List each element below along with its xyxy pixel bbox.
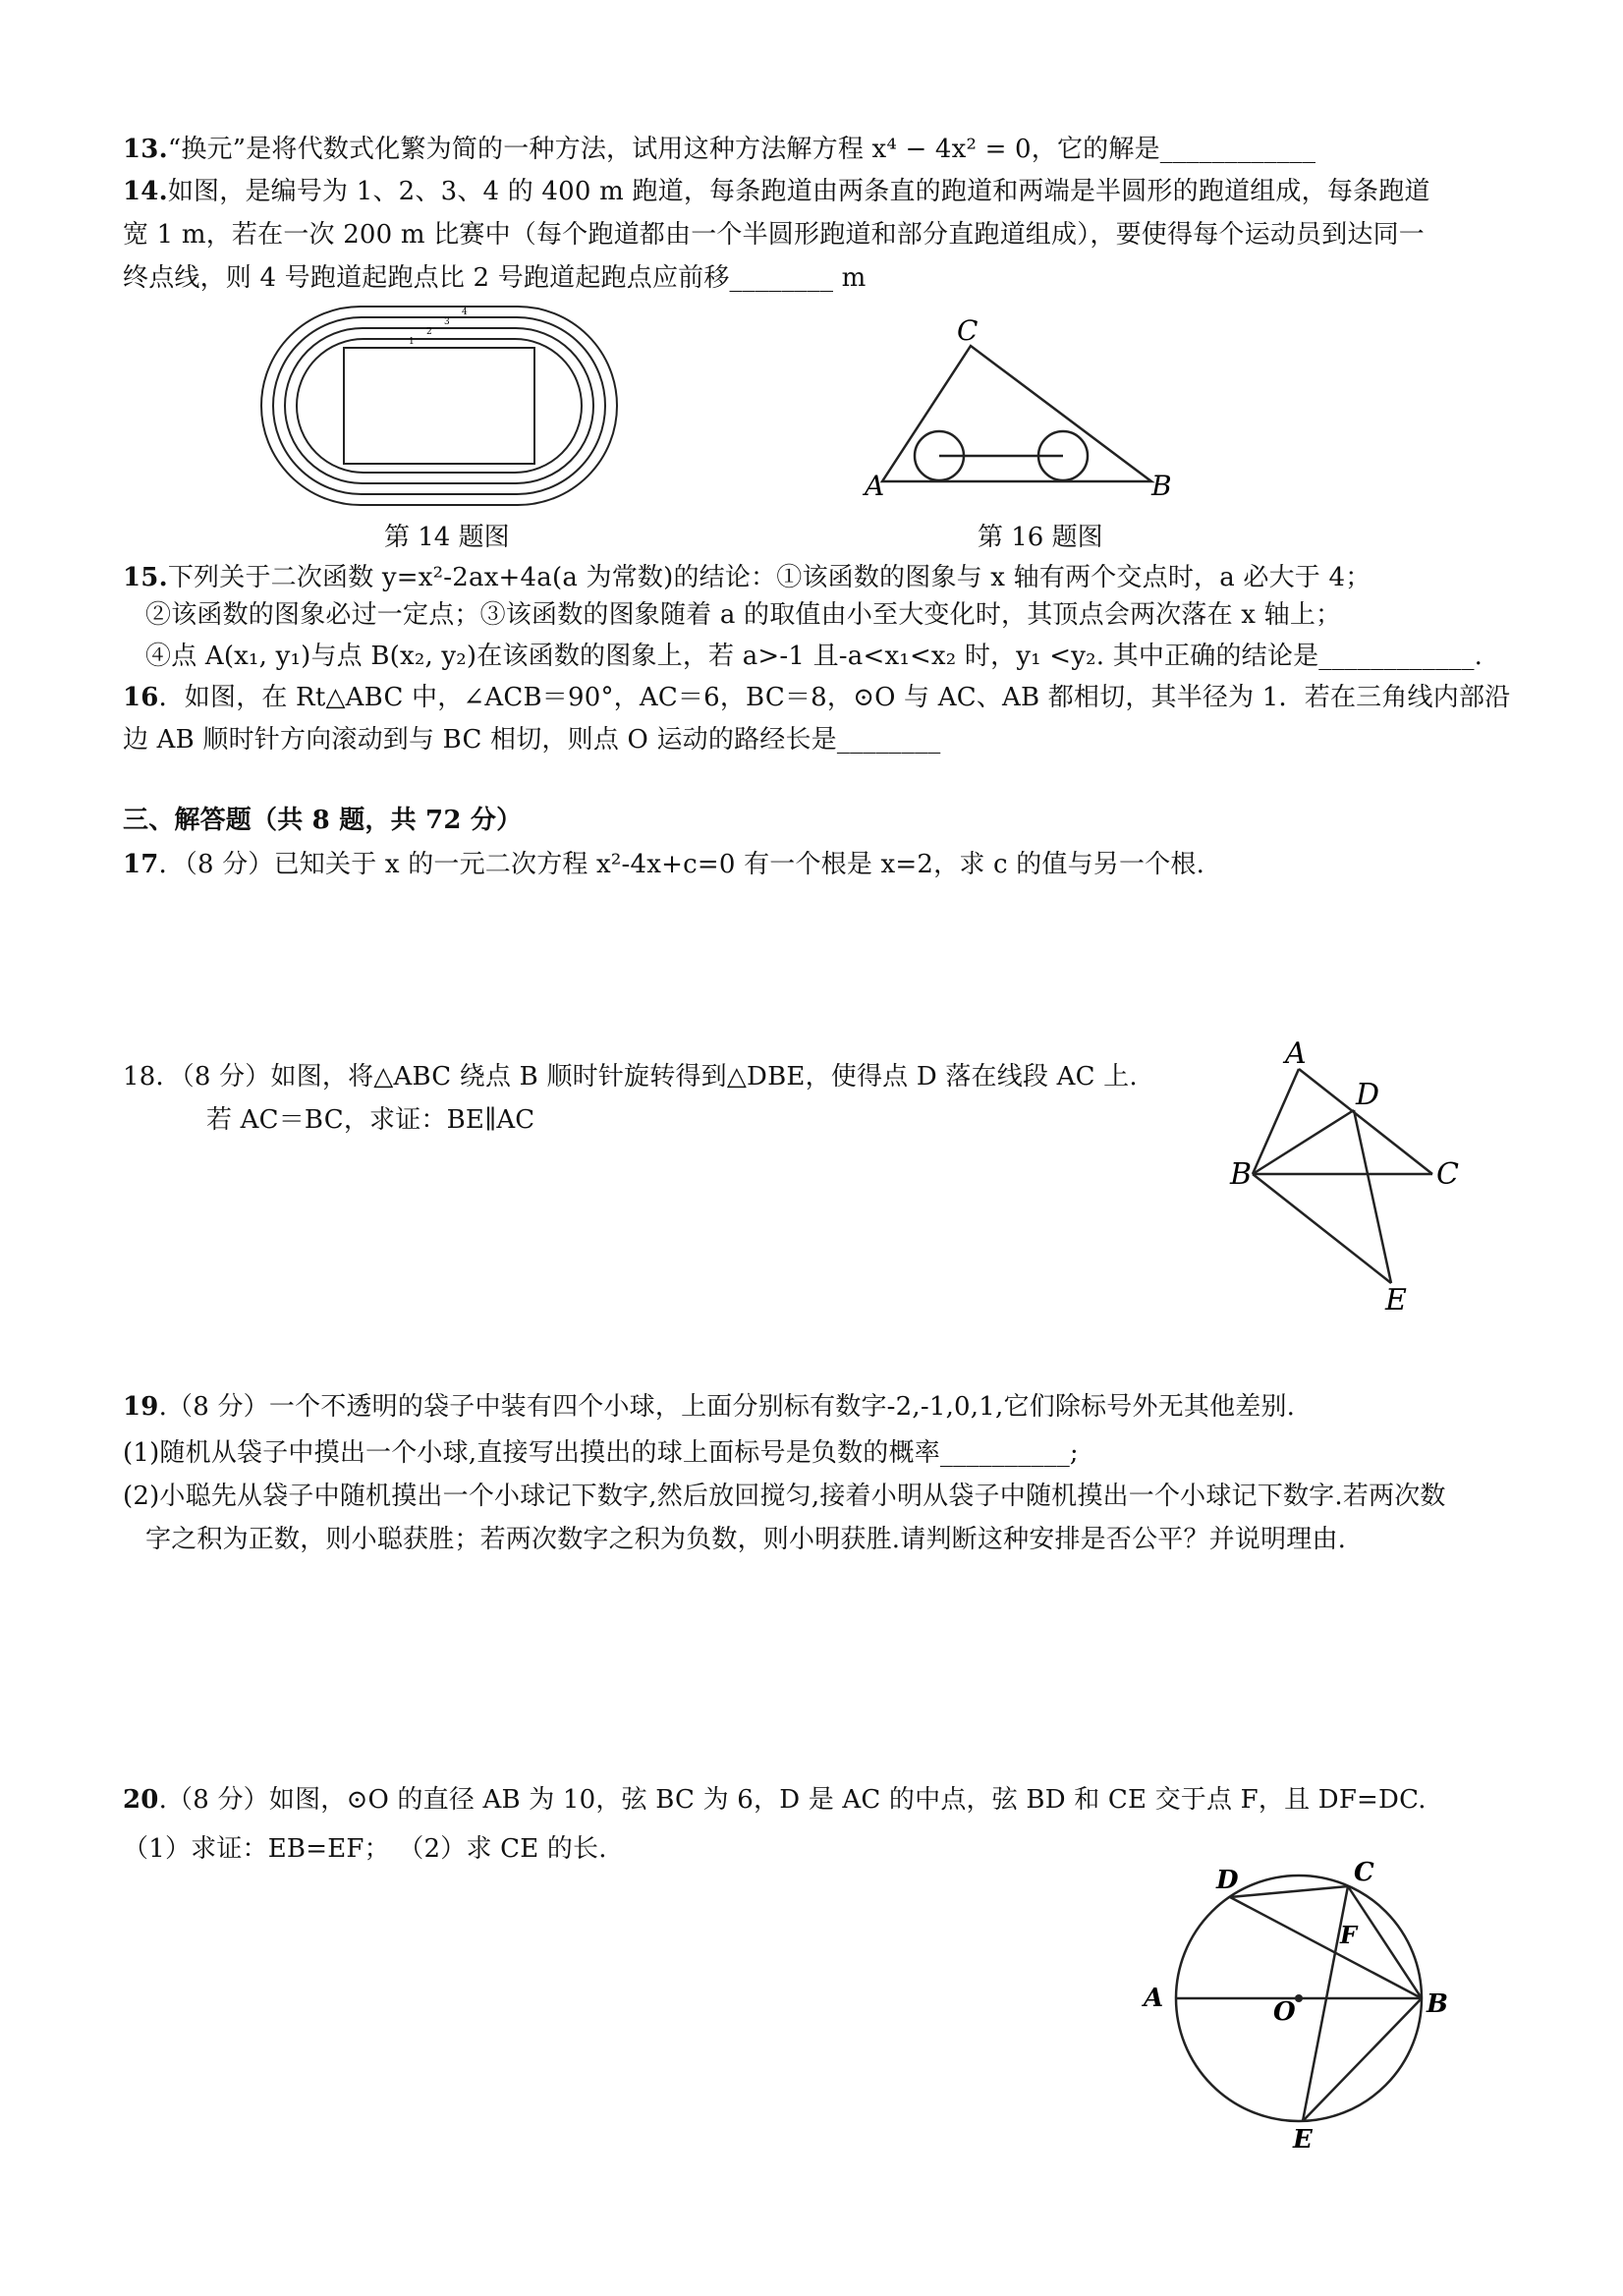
question-number: 13. bbox=[123, 135, 168, 164]
figure-16-caption: 第 16 题图 bbox=[978, 523, 1103, 552]
track-lane-2-outline bbox=[285, 328, 593, 483]
question-number: 14. bbox=[123, 177, 168, 206]
point-label-b: B bbox=[1427, 1989, 1448, 2019]
question-13 bbox=[123, 130, 1538, 169]
question-20-line-2: （1）求证：EB=EF； （2）求 CE 的长. bbox=[123, 1834, 607, 1864]
triangle-abc bbox=[882, 346, 1151, 481]
question-16-line-1 bbox=[123, 678, 1538, 717]
question-text: “换元”是将代数式化繁为简的一种方法，试用这种方法解方程 x⁴ − 4x² = 0，它的解是____________ bbox=[167, 135, 1316, 164]
question-14-line-2: 宽 1 m，若在一次 200 m 比赛中（每个跑道都由一个半圆形跑道和部分直跑道组成），要使得每个运动员到达同一 bbox=[123, 220, 1426, 250]
rotated-triangles-figure bbox=[1228, 1032, 1474, 1316]
track-lane-3-outline bbox=[273, 317, 605, 494]
question-text: 如图，是编号为 1、2、3、4 的 400 m 跑道，每条跑道由两条直的跑道和两端是半圆形的跑道组成，每条跑道 bbox=[167, 177, 1430, 206]
lane-label-2: 2 bbox=[426, 327, 432, 337]
track-lane-4-outline bbox=[261, 307, 617, 505]
question-14-line-3: 终点线，则 4 号跑道起跑点比 2 号跑道起跑点应前移________ m bbox=[123, 263, 867, 293]
question-19-line-2: (1)随机从袋子中摸出一个小球,直接写出摸出的球上面标号是负数的概率__________; bbox=[123, 1438, 1079, 1468]
figure-14-caption: 第 14 题图 bbox=[384, 523, 510, 552]
question-15-line-2: ②该函数的图象必过一定点；③该函数的图象随着 a 的取值由小至大变化时，其顶点会两次落在 x 轴上； bbox=[145, 600, 1342, 630]
question-text: 下列关于二次函数 y=x²-2ax+4a(a 为常数)的结论：①该函数的图象与 x 轴有两个交点时，a 必大于 4； bbox=[167, 563, 1371, 592]
point-label-d: D bbox=[1216, 1866, 1239, 1895]
vertex-label-c: C bbox=[957, 314, 979, 347]
question-17 bbox=[123, 845, 1538, 884]
question-15-line-1 bbox=[123, 558, 1538, 597]
question-19-line-1 bbox=[123, 1387, 1538, 1427]
vertex-label-b: B bbox=[1151, 470, 1172, 502]
lane-label-1: 1 bbox=[409, 337, 415, 347]
section-3-title: 三、解答题（共 8 题，共 72 分） bbox=[123, 806, 523, 835]
question-text: .（8 分）如图，⊙O 的直径 AB 为 10，弦 BC 为 6，D 是 AC 的中点，弦 BD 和 CE 交于点 F，且 DF=DC. bbox=[158, 1785, 1427, 1815]
chord-db bbox=[1230, 1897, 1422, 1998]
question-number: 20 bbox=[123, 1785, 159, 1815]
question-number: 16 bbox=[123, 683, 159, 712]
question-15-line-3: ④点 A(x₁, y₁)与点 B(x₂, y₂)在该函数的图象上，若 a>-1 且-a<x₁<x₂ 时，y₁ <y₂. 其中正确的结论是____________. bbox=[145, 642, 1483, 671]
triangle-rolling-circle-figure bbox=[855, 314, 1228, 506]
question-18-line-1: 18．（8 分）如图，将△ABC 绕点 B 顺时针旋转得到△DBE，使得点 D 落在线段 AC 上. bbox=[123, 1062, 1138, 1092]
point-label-a: A bbox=[1144, 1984, 1164, 2013]
point-label-f: F bbox=[1340, 1921, 1358, 1949]
question-19-line-3: (2)小聪先从袋子中随机摸出一个小球记下数字,然后放回搅匀,接着小明从袋子中随机摸出一个小球记下数字.若两次数 bbox=[123, 1482, 1446, 1511]
chord-cb bbox=[1348, 1886, 1422, 1998]
vertex-label-b: B bbox=[1230, 1157, 1253, 1192]
question-16-line-2: 边 AB 顺时针方向滚动到与 BC 相切，则点 O 运动的路经长是________ bbox=[123, 725, 941, 755]
question-text: ．（8 分）已知关于 x 的一元二次方程 x²-4x+c=0 有一个根是 x=2，求 c 的值与另一个根. bbox=[158, 850, 1205, 879]
question-18-line-2: 若 AC＝BC，求证：BE∥AC bbox=[206, 1105, 535, 1135]
question-20-line-1 bbox=[123, 1780, 1538, 1820]
track-infield bbox=[344, 348, 534, 464]
lane-label-3: 3 bbox=[444, 317, 450, 327]
question-number: 15. bbox=[123, 563, 168, 592]
vertex-label-c: C bbox=[1436, 1157, 1459, 1192]
vertex-label-e: E bbox=[1385, 1283, 1407, 1316]
question-number: 19 bbox=[123, 1392, 159, 1422]
question-19-line-4: 字之积为正数，则小聪获胜；若两次数字之积为负数，则小明获胜.请判断这种安排是否公平？并说明理由. bbox=[145, 1525, 1347, 1554]
point-label-c: C bbox=[1354, 1858, 1374, 1887]
running-track-figure bbox=[257, 303, 621, 509]
point-label-e: E bbox=[1293, 2125, 1313, 2152]
vertex-label-a: A bbox=[865, 470, 885, 502]
question-text: ．如图，在 Rt△ABC 中，∠ACB＝90°，AC＝6，BC＝8，⊙O 与 AC、AB 都相切，其半径为 1．若在三角线内部沿 bbox=[158, 683, 1511, 712]
center-point-o bbox=[1295, 1994, 1303, 2002]
vertex-label-a: A bbox=[1285, 1036, 1307, 1071]
track-lane-1-outline bbox=[297, 339, 582, 473]
point-label-o: O bbox=[1273, 1997, 1296, 2027]
circle-chords-figure bbox=[1130, 1837, 1483, 2152]
lane-label-4: 4 bbox=[462, 308, 468, 317]
question-number: 17 bbox=[123, 850, 159, 879]
question-14-line-1 bbox=[123, 172, 1538, 211]
question-text: .（8 分）一个不透明的袋子中装有四个小球，上面分别标有数字-2,-1,0,1,它们除标号外无其他差别. bbox=[158, 1392, 1296, 1422]
vertex-label-d: D bbox=[1356, 1078, 1380, 1112]
